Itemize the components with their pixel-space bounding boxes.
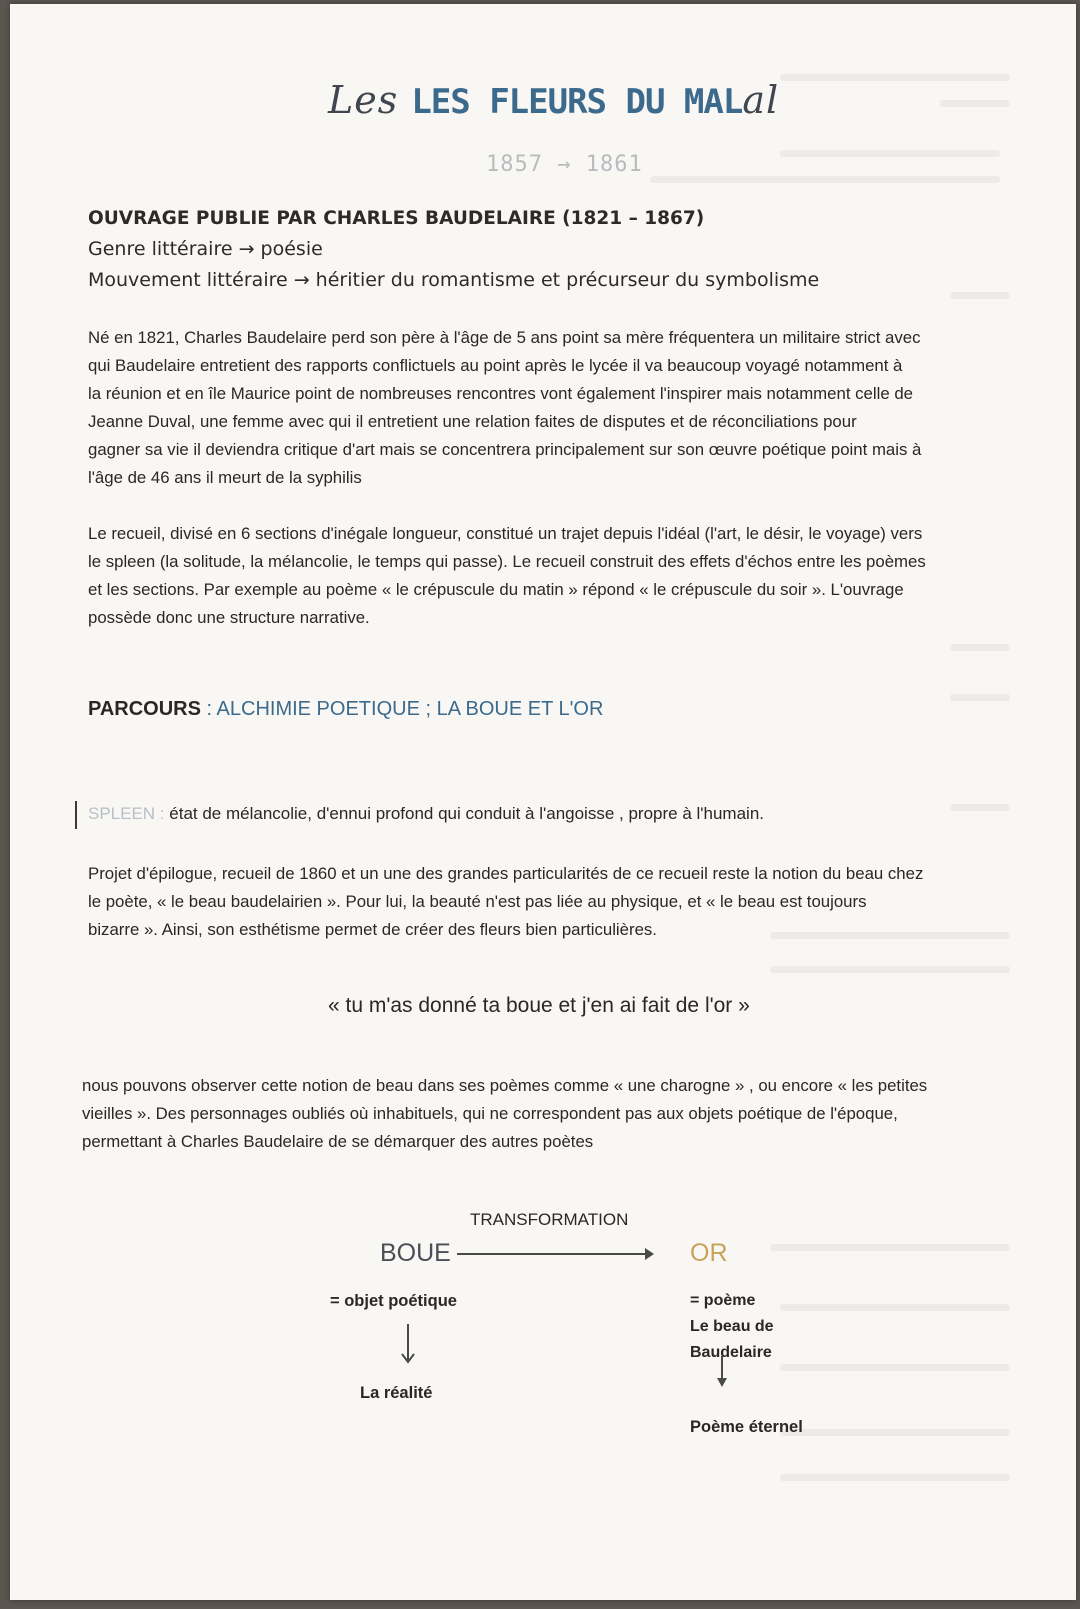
bio-line: gagner sa vie il deviendra critique d'art mais se concentrera principalement sur son œuvre poétique point mais à: [88, 440, 922, 459]
page-title: [328, 78, 788, 138]
parcours-heading: [88, 698, 603, 721]
bleed-through: [770, 1244, 1010, 1251]
bleed-through: [780, 1364, 1010, 1371]
bleed-through: [780, 1304, 1010, 1311]
boue-definition: = objet poétique: [330, 1292, 457, 1310]
or-definition-line-3: Baudelaire: [690, 1344, 772, 1361]
spleen-definition: [88, 804, 764, 824]
bleed-through: [780, 1429, 1010, 1436]
transformation-arrow: [455, 1242, 655, 1266]
recueil-line: et les sections. Par exemple au poème « le crépuscule du matin » répond « le crépuscule du soir ». L'ouvrage: [88, 580, 904, 599]
recueil-line: possède donc une structure narrative.: [88, 608, 370, 627]
bleed-through: [950, 292, 1010, 299]
spleen-word: SPLEEN :: [88, 804, 170, 823]
bleed-through: [950, 804, 1010, 811]
epilogue-line: le poète, « le beau baudelairien ». Pour lui, la beauté n'est pas liée au physique, et « le beau est toujours: [88, 892, 867, 911]
bleed-through: [940, 100, 1010, 107]
transformation-label: TRANSFORMATION: [470, 1210, 629, 1229]
title-suffix: al: [742, 78, 780, 122]
spleen-margin-bar: [75, 801, 77, 829]
recueil-paragraph: [88, 520, 926, 632]
quote: « tu m'as donné ta boue et j'en ai fait de l'or »: [328, 994, 750, 1017]
mouvement-line: Mouvement littéraire → héritier du romantisme et précurseur du symbolisme: [88, 269, 820, 291]
epilogue-line: Projet d'épilogue, recueil de 1860 et un une des grandes particularités de ce recueil reste la notion du beau chez: [88, 864, 924, 883]
bleed-through: [650, 176, 1000, 183]
recueil-line: le spleen (la solitude, la mélancolie, le temps qui passe). Le recueil construit des effets d'échos entre les poèmes: [88, 552, 926, 571]
parcours-label: PARCOURS: [88, 698, 201, 720]
boue-label: BOUE: [380, 1239, 451, 1267]
boue-down-arrow: [396, 1322, 420, 1368]
or-label: OR: [690, 1239, 728, 1267]
bleed-through: [950, 694, 1010, 701]
bleed-through: [780, 1474, 1010, 1481]
bio-paragraph: [88, 324, 921, 492]
bleed-through: [950, 644, 1010, 651]
observation-line: vieilles ». Des personnages oubliés où inhabituels, qui ne correspondent pas aux objets poétique de l'époque,: [82, 1104, 898, 1123]
bio-line: Né en 1821, Charles Baudelaire perd son père à l'âge de 5 ans point sa mère fréquentera un militaire strict avec: [88, 328, 921, 347]
observation-line: permettant à Charles Baudelaire de se démarquer des autres poètes: [82, 1132, 594, 1151]
note-page: [10, 4, 1076, 1600]
publication-line: OUVRAGE PUBLIE PAR CHARLES BAUDELAIRE (1821 – 1867): [88, 208, 705, 229]
title-main: LES FLEURS DU MAL: [411, 82, 743, 122]
observation-line: nous pouvons observer cette notion de beau dans ses poèmes comme « une charogne » , ou encore « les petites: [82, 1076, 928, 1095]
recueil-line: Le recueil, divisé en 6 sections d'inégale longueur, constitué un trajet depuis l'idéal (l'art, le désir, le voyage) vers: [88, 524, 923, 543]
title-prefix: Les: [328, 78, 399, 122]
observation-paragraph: [82, 1072, 927, 1156]
bleed-through: [780, 150, 1000, 157]
or-down-arrow: [710, 1356, 734, 1390]
bleed-through: [770, 966, 1010, 973]
bio-line: l'âge de 46 ans il meurt de la syphilis: [88, 468, 362, 487]
bio-line: Jeanne Duval, une femme avec qui il entretient une relation faites de disputes et de réconciliations pour: [88, 412, 857, 431]
epilogue-line: bizarre ». Ainsi, son esthétisme permet de créer des fleurs bien particulières.: [88, 920, 657, 939]
spleen-text: état de mélancolie, d'ennui profond qui conduit à l'angoisse , propre à l'humain.: [169, 804, 764, 823]
boue-result: La réalité: [360, 1384, 433, 1402]
dates: 1857 → 1861: [486, 152, 643, 177]
or-result: Poème éternel: [690, 1418, 803, 1436]
or-definition-line-2: Le beau de: [690, 1318, 774, 1335]
genre-line: Genre littéraire → poésie: [88, 238, 323, 260]
bleed-through: [780, 74, 1010, 81]
bio-line: la réunion et en île Maurice point de nombreuses rencontres vont également l'inspirer mais notamment celle de: [88, 384, 913, 403]
bio-line: qui Baudelaire entretient des rapports conflictuels au point après le lycée il va beaucoup voyagé notamment à: [88, 356, 903, 375]
or-definition: = poème: [690, 1292, 756, 1309]
epilogue-paragraph: [88, 860, 923, 944]
parcours-value: : ALCHIMIE POETIQUE ; LA BOUE ET L'OR: [200, 698, 604, 720]
